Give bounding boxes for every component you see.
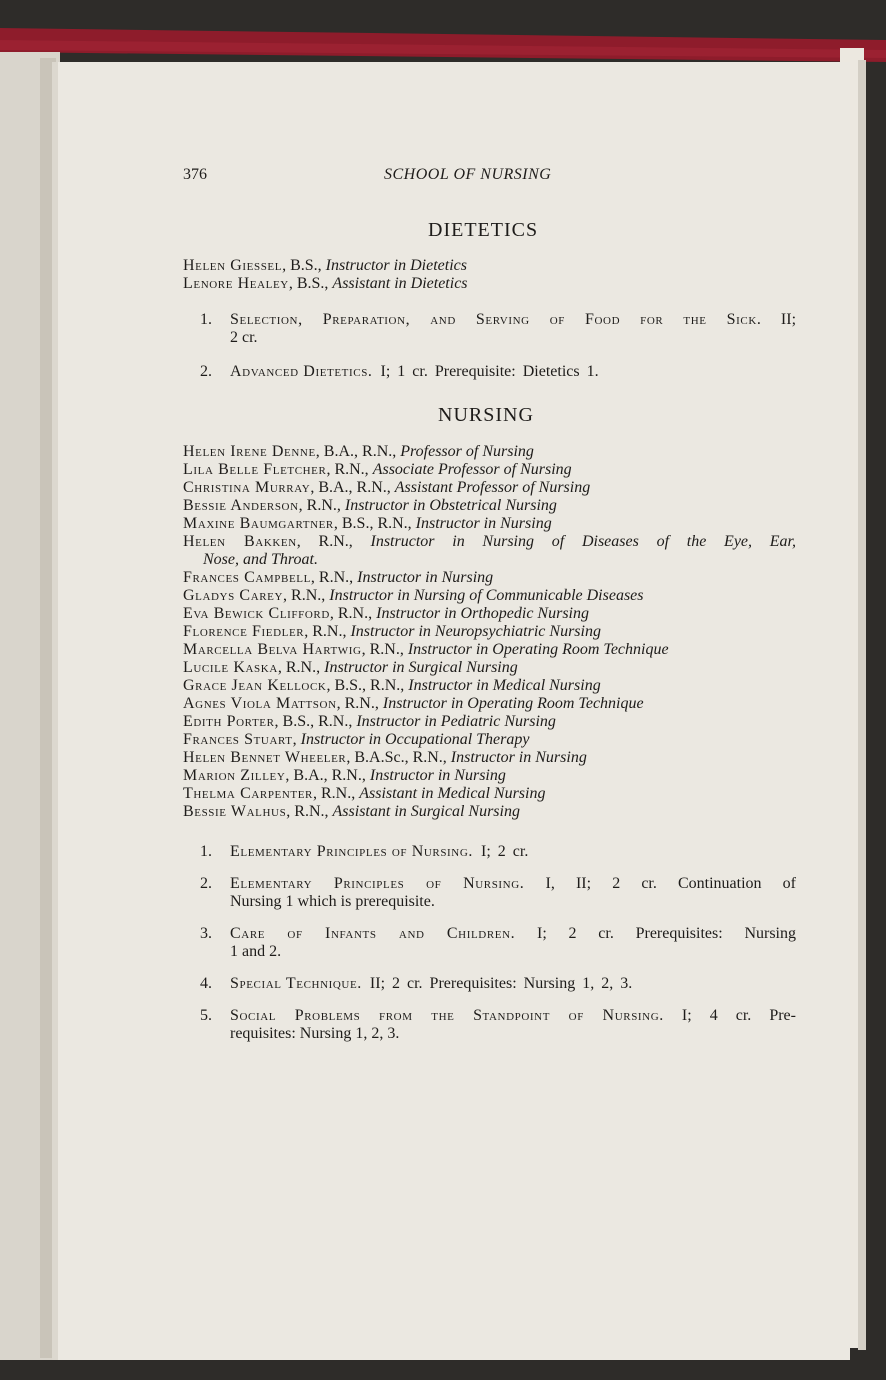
staff-role: Instructor in Operating Room Technique [382,695,644,712]
staff-role: Instructor in Nursing [450,749,587,766]
course-number: 2. [200,875,212,892]
staff-entry [183,587,644,605]
course-number: 1. [200,311,212,328]
staff-name: Frances Stuart [183,731,293,748]
staff-entry [183,749,587,767]
course-title: Special Technique. [230,975,362,992]
book-page [52,70,850,1360]
staff-credentials: , R.N., [329,605,377,622]
course-line [230,875,796,893]
course-details: I; 2 cr. [481,843,529,860]
staff-credentials: , B.A., R.N., [310,479,395,496]
staff-credentials: , B.S., [288,275,333,292]
staff-entry [183,695,644,713]
course-details: I, II; 2 cr. Continuation of [545,875,797,892]
staff-name: Edith Porter [183,713,275,730]
staff-entry [183,461,572,479]
staff-entry [183,767,506,785]
staff-role: Instructor in Nursing [369,767,506,784]
staff-credentials: , R.N., [310,569,358,586]
staff-name: Bessie Anderson [183,497,299,514]
course-number: 5. [200,1007,212,1024]
course-details: I; 2 cr. Prerequisites: Nursing [537,925,796,942]
course-line [230,843,528,861]
staff-name: Marion Zilley [183,767,286,784]
staff-entry [183,443,534,461]
staff-entry [183,623,601,641]
course-title: Elementary Principles of Nursing. [230,843,473,860]
staff-name: Helen Bakken [183,533,297,550]
staff-entry [183,713,556,731]
course-title: Selection, Preparation, and Serving of Food for the Sick. [230,311,762,328]
staff-name: Lila Belle Fletcher [183,461,327,478]
staff-credentials: , R.N., [298,497,345,514]
running-head-title: SCHOOL OF NURSING [384,166,552,183]
staff-role: Instructor in Dietetics [325,257,467,274]
staff-name: Frances Campbell [183,569,311,586]
course-number: 4. [200,975,212,992]
staff-name: Gladys Carey [183,587,284,604]
course-details: I; 4 cr. Pre- [681,1007,796,1024]
staff-entry [183,659,518,677]
staff-credentials: , R.N., [286,803,333,820]
staff-credentials: , B.A., R.N., [315,443,401,460]
staff-name: Bessie Walhus [183,803,287,820]
staff-role: Professor of Nursing [400,443,534,460]
course-number: 1. [200,843,212,860]
staff-role: Assistant in Surgical Nursing [332,803,520,820]
staff-credentials: , B.A.Sc., R.N., [346,749,451,766]
staff-credentials: , R.N., [326,461,373,478]
staff-name: Helen Bennet Wheeler [183,749,347,766]
staff-name: Lenore Healey [183,275,289,292]
staff-entry [183,479,590,497]
staff-entry [183,497,557,515]
staff-role: Assistant in Medical Nursing [359,785,546,802]
staff-name: Christina Murray [183,479,311,496]
staff-entry [183,803,520,821]
staff-credentials: , B.S., [282,257,326,274]
staff-credentials: , B.S., R.N., [326,677,409,694]
staff-credentials: , R.N., [361,641,408,658]
staff-entry [183,731,529,749]
course-title: Elementary Principles of Nursing. [230,875,525,892]
staff-entry [183,515,552,533]
course-number: 3. [200,925,212,942]
course-details-continued: 2 cr. [230,329,258,346]
staff-entry [183,605,589,623]
staff-name: Maxine Baumgartner [183,515,334,532]
section-heading-dietetics: DIETETICS [428,219,539,241]
staff-credentials: , R.N., [336,695,383,712]
staff-credentials: , R.N., [296,533,371,550]
staff-role: Instructor in Nursing [415,515,552,532]
staff-entry [183,677,601,695]
staff-entry [183,275,468,293]
staff-credentials: , R.N., [304,623,351,640]
course-number: 2. [200,363,212,380]
staff-role: Instructor in Medical Nursing [408,677,601,694]
staff-role: Assistant Professor of Nursing [394,479,591,496]
staff-name: Thelma Carpenter [183,785,313,802]
staff-name: Helen Irene Denne [183,443,316,460]
staff-name: Grace Jean Kellock [183,677,327,694]
staff-role: Associate Professor of Nursing [372,461,572,478]
staff-credentials: , R.N., [277,659,325,676]
staff-credentials: , B.A., R.N., [285,767,370,784]
section-heading-nursing: NURSING [438,404,534,426]
staff-name: Marcella Belva Hartwig [183,641,362,658]
staff-entry [183,257,467,275]
staff-role: Instructor in Pediatric Nursing [356,713,556,730]
course-title: Care of Infants and Children. [230,925,516,942]
page-number: 376 [183,166,207,183]
staff-role: Instructor in Operating Room Technique [407,641,669,658]
staff-entry [183,533,796,551]
staff-name: Agnes Viola Mattson [183,695,337,712]
course-title: Advanced Dietetics. [230,363,373,380]
staff-entry [183,641,669,659]
course-line [230,925,796,943]
staff-name: Eva Bewick Clifford [183,605,330,622]
staff-credentials: , B.S., R.N., [274,713,357,730]
staff-role: Instructor in Nursing of Communicable Diseases [329,587,644,604]
course-line [230,311,796,329]
staff-credentials: , R.N., [313,785,360,802]
course-title: Social Problems from the Standpoint of Nursing. [230,1007,664,1024]
staff-credentials: , R.N., [283,587,330,604]
staff-role-continued: Nose, and Throat. [203,551,318,568]
staff-name: Helen Giessel [183,257,283,274]
staff-name: Florence Fiedler [183,623,305,640]
course-details-continued: Nursing 1 which is prerequisite. [230,893,435,910]
course-line [230,975,632,993]
staff-credentials: , [292,731,301,748]
staff-role: Instructor in Obstetrical Nursing [344,497,557,514]
course-details: II; 2 cr. Prerequisites: Nursing 1, 2, 3. [369,975,633,992]
staff-role: Instructor in Occupational Therapy [300,731,530,748]
staff-role: Instructor in Neuropsychiatric Nursing [350,623,601,640]
course-line [230,1007,796,1025]
course-line [230,363,599,381]
staff-name: Lucile Kaska [183,659,278,676]
course-details: I; 1 cr. Prerequisite: Dietetics 1. [380,363,599,380]
course-details: II; [780,311,797,328]
staff-credentials: , B.S., R.N., [333,515,416,532]
staff-entry [183,569,493,587]
course-details-continued: requisites: Nursing 1, 2, 3. [230,1025,400,1042]
staff-role: Assistant in Dietetics [332,275,468,292]
staff-entry [183,785,545,803]
staff-role: Instructor in Nursing [357,569,494,586]
staff-role: Instructor in Surgical Nursing [324,659,518,676]
staff-role: Instructor in Nursing of Diseases of the Eye, Ear, [370,533,796,550]
course-details-continued: 1 and 2. [230,943,282,960]
staff-role: Instructor in Orthopedic Nursing [376,605,589,622]
